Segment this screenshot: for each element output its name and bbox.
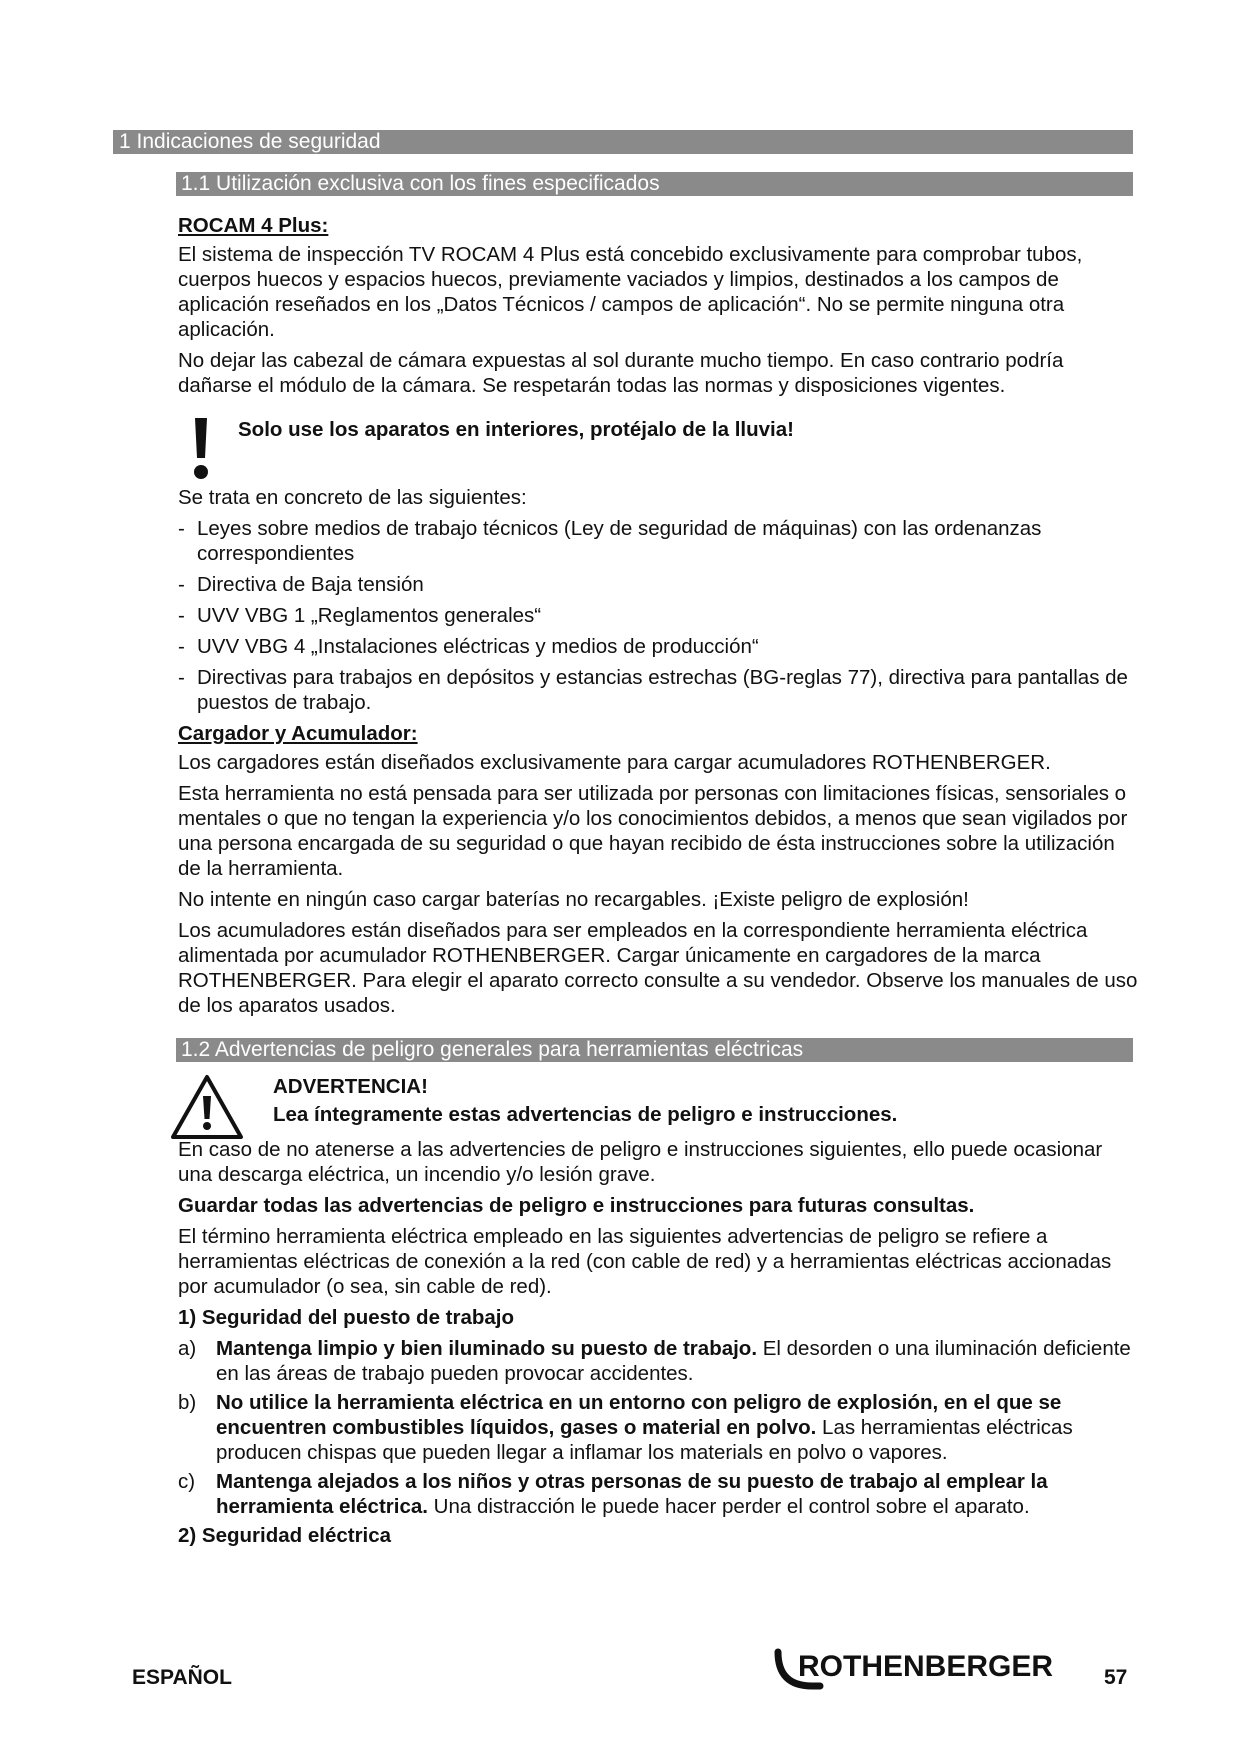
paragraph: No intente en ningún caso cargar baterías no recargables. ¡Existe peligro de explosión! [178,888,969,911]
rothenberger-logo [772,1642,1072,1696]
numbered-heading: 1) Seguridad del puesto de trabajo [178,1306,515,1329]
paragraph: Esta herramienta no está pensada para ser utilizada por personas con limitaciones físicas, sensoriales o mentales o que no tengan la experiencia y/o los conocimientos debidos, a menos que sean vigilados por una persona encargada de su seguridad o que hayan recibido de ésta instrucciones sobre la utilización de la herramienta. [178,782,1128,880]
paragraph: El término herramienta eléctrica empleado en las siguientes advertencias de peligro se refiere a herramientas eléctricas de conexión a la red (con cable de red) y a herramientas eléctricas accionadas por acumulador (o sea, sin cable de red). [178,1225,1112,1298]
section-1-2-body [178,1137,1138,1554]
rain-warning [178,418,1138,486]
section-heading-1-1: 1.1 Utilización exclusiva con los fines especificados [176,172,1133,196]
warning-text: Lea íntegramente estas advertencias de peligro e instrucciones. [273,1103,898,1126]
warning-triangle-icon [170,1074,244,1140]
subheading-cargador: Cargador y Acumulador: [178,722,418,745]
list-item: - Leyes sobre medios de trabajo técnicos (Ley de seguridad de máquinas) con las ordenanzas correspondientes [178,517,1042,565]
warning-title: ADVERTENCIA! [273,1075,428,1098]
svg-text:ROTHENBERGER: ROTHENBERGER [798,1650,1054,1683]
subheading-rocam: ROCAM 4 Plus: [178,214,329,237]
paragraph: No dejar las cabezal de cámara expuestas al sol durante mucho tiempo. En caso contrario podría dañarse el módulo de la cámara. Se respetarán todas las normas y disposiciones vigentes. [178,349,1064,397]
general-warning [170,1074,1130,1134]
list-item: a) Mantenga limpio y bien iluminado su puesto de trabajo. El desorden o una iluminación deficiente en las áreas de trabajo pueden provocar accidentes. [178,1337,1131,1385]
numbered-heading: 2) Seguridad eléctrica [178,1524,392,1547]
section-1-1-body-bottom [178,485,1138,1024]
list-item: - Directivas para trabajos en depósitos y estancias estrechas (BG-reglas 77), directiva para pantallas de puestos de trabajo. [178,666,1128,714]
paragraph: Los cargadores están diseñados exclusivamente para cargar acumuladores ROTHENBERGER. [178,751,1051,774]
footer-language: ESPAÑOL [132,1666,232,1689]
list-item: b) No utilice la herramienta eléctrica en un entorno con peligro de explosión, en el que se encuentren combustibles líquidos, gases o material en polvo. Las herramientas eléctricas producen chispas que pueden llegar a inflamar los materials en polvo o vapores. [178,1391,1073,1464]
list-item: - UVV VBG 1 „Reglamentos generales“ [178,604,542,627]
paragraph: Se trata en concreto de las siguientes: [178,486,527,509]
section-heading-1: 1 Indicaciones de seguridad [113,130,1133,154]
paragraph-bold: Guardar todas las advertencias de peligro e instrucciones para futuras consultas. [178,1194,975,1217]
list-item: c) Mantenga alejados a los niños y otras personas de su puesto de trabajo al emplear la herramienta eléctrica. Una distracción le puede hacer perder el control sobre el aparato. [178,1470,1048,1518]
paragraph: Los acumuladores están diseñados para ser empleados en la correspondiente herramienta eléctrica alimentada por acumulador ROTHENBERGER. Cargar únicamente en cargadores de la marca ROTHENBERGER. Para elegir el aparato correcto consulte a su vendedor. Observe los manuales de uso de los aparatos usados. [178,919,1138,1017]
list-item: - UVV VBG 4 „Instalaciones eléctricas y medios de producción“ [178,635,759,658]
rain-warning-text: Solo use los aparatos en interiores, protéjalo de la lluvia! [238,418,794,441]
page-number: 57 [1104,1666,1128,1689]
paragraph: El sistema de inspección TV ROCAM 4 Plus está concebido exclusivamente para comprobar tubos, cuerpos huecos y espacios huecos, previamente vaciados y limpios, destinados a los campos de aplicación reseñados en los „Datos Técnicos / campos de aplicación“. No se permite ninguna otra aplicación. [178,243,1083,341]
exclamation-icon [192,418,210,480]
section-1-1-body-top [178,213,1138,404]
list-item: - Directiva de Baja tensión [178,573,424,596]
paragraph: En caso de no atenerse a las advertencies de peligro e instrucciones siguientes, ello puede ocasionar una descarga eléctrica, un incendio y/o lesión grave. [178,1138,1103,1186]
section-heading-1-2: 1.2 Advertencias de peligro generales para herramientas eléctricas [176,1038,1133,1062]
